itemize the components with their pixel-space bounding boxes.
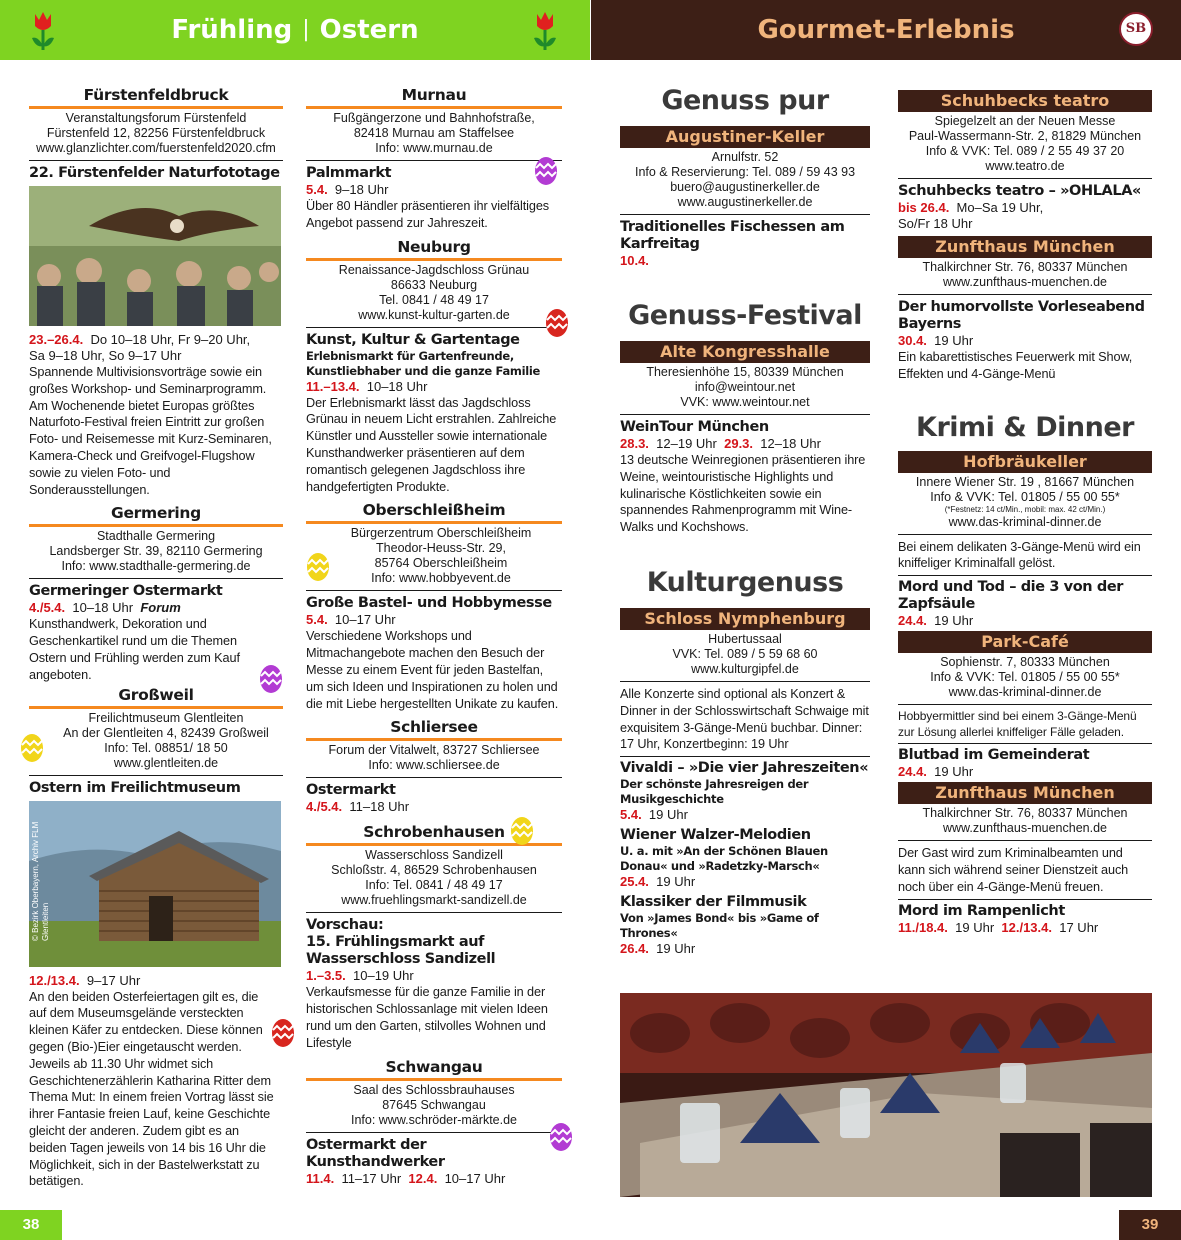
- event-description: Verkaufsmesse für die ganze Familie in der historischen Schlossanlage mit vielen Ideen rund um den Garten, stilvolles Wohnen und Lifestyle: [306, 985, 548, 1050]
- address-block: [306, 109, 562, 161]
- address-link[interactable]: Info: www.murnau.de: [375, 141, 493, 155]
- event-description: An den beiden Osterfeiertagen gilt es, die auf dem Museumsgelände versteckten kleinen Käfer zu entdecken. Diese können gegen (Bio-)Eier eingetauscht werden. Jeweils ab 11.30 Uhr widmet sich Geschichtenerzählerin Katharina Ritter dem Thema Mut: In einem freien Vortrag lässt sie ihrer Fantasie freien Lauf, keine Geschichte gleicht der anderen. Zudem gibt es an beiden Tagen jeweils von 14 bis 16 Uhr die Möglichkeit, sich in der Bastelwerkstatt zu betätigen.: [29, 989, 274, 1189]
- address-line: Wasserschloss Sandizell: [365, 848, 503, 863]
- event-title: Germeringer Ostermarkt: [29, 583, 223, 600]
- section-heading: Krimi & Dinner: [916, 411, 1134, 443]
- easter-egg-icon: [534, 154, 558, 186]
- time-label: So/Fr 18 Uhr: [898, 216, 973, 231]
- event-date: [306, 1171, 562, 1187]
- location-heading: Schwangau: [306, 1058, 562, 1081]
- address-line: Thalkirchner Str. 76, 80337 München: [922, 806, 1128, 821]
- event-date: [620, 807, 870, 823]
- date-label: 5.4.: [620, 807, 642, 823]
- date-label: 29.3.: [724, 436, 754, 451]
- address-block: [306, 261, 562, 328]
- date-label: 1.–3.5.: [306, 968, 346, 984]
- email-link[interactable]: buero@augustinerkeller.de: [670, 180, 820, 194]
- address-line: 85764 Oberschleißheim: [374, 556, 508, 571]
- address-line: Thalkirchner Str. 76, 80337 München: [922, 260, 1128, 274]
- address-link[interactable]: www.zunfthaus-muenchen.de: [943, 275, 1107, 289]
- venue-banner: Augustiner-Keller: [620, 126, 870, 148]
- tulip-icon: [530, 8, 560, 52]
- column-1: [29, 86, 283, 1190]
- address-line: Theresienhöhe 15, 80339 München: [646, 365, 844, 379]
- event-date: [306, 379, 562, 395]
- page-number-left: 38: [0, 1210, 62, 1240]
- event-date: [898, 613, 1152, 629]
- time-label: Sa 9–18 Uhr, So 9–17 Uhr: [29, 348, 182, 363]
- address-line: Hubertussaal: [708, 631, 782, 646]
- section-heading: Genuss pur: [661, 85, 829, 116]
- price-note: (*Festnetz: 14 ct/Min., mobil: max. 42 ct/Min.): [944, 504, 1106, 514]
- date-label: 12./13.4.: [1001, 919, 1052, 935]
- address-block: [898, 804, 1152, 841]
- address-line: Saal des Schlossbrauhauses: [353, 1082, 515, 1097]
- event-title: Traditionelles Fischessen am Karfreitag: [620, 219, 845, 252]
- time-label: Mo–Sa 19 Uhr,: [956, 200, 1044, 215]
- event-title: Vorschau:: [306, 917, 384, 934]
- venue-banner: Schuhbecks teatro: [898, 90, 1152, 112]
- event-date: [306, 799, 562, 815]
- easter-egg-icon: [306, 550, 330, 582]
- address-line: Info & VVK: Tel. 089 / 2 55 49 37 20: [925, 144, 1125, 158]
- event-date: [620, 941, 870, 957]
- address-line: Info & VVK: Tel. 01805 / 55 00 55*: [930, 670, 1120, 685]
- time-label: 12–19 Uhr: [656, 436, 717, 451]
- address-block: [306, 741, 562, 778]
- address-link[interactable]: www.glentleiten.de: [113, 755, 219, 770]
- time-label: 9–17 Uhr: [86, 972, 141, 988]
- column-3: [620, 84, 870, 957]
- time-label: 19 Uhr: [656, 941, 696, 957]
- event-description: Über 80 Händler präsentieren ihr vielfältiges Angebot passend zur Jahreszeit.: [306, 199, 550, 230]
- header-left: [0, 0, 590, 60]
- address-line: Spiegelzelt an der Neuen Messe: [934, 114, 1116, 128]
- location-heading: Fürstenfeldbruck: [29, 86, 283, 109]
- venue-banner: Park-Café: [898, 631, 1152, 653]
- date-label: 24.4.: [898, 613, 927, 629]
- time-label: 19 Uhr: [656, 874, 696, 890]
- event-title: WeinTour München: [620, 419, 769, 435]
- date-label: 4./5.4.: [29, 600, 66, 616]
- event-title: Kunst, Kultur & Gartentage: [306, 331, 520, 348]
- header-title-a: Frühling: [171, 15, 293, 45]
- address-line: Theodor-Heuss-Str. 29,: [376, 541, 506, 556]
- address-link[interactable]: Info: www.hobbyevent.de: [371, 571, 511, 586]
- event-description: Hobbyermittler sind bei einem 3-Gänge-Menü zur Lösung allerlei kniffeliger Fälle geladen.: [898, 709, 1152, 744]
- event-title: Vivaldi – »Die vier Jahreszeiten«: [620, 760, 869, 777]
- time-label: 10–19 Uhr: [353, 968, 414, 984]
- event-description: Ein kabarettistisches Feuerwerk mit Show, Effekten und 4-Gänge-Menü: [898, 350, 1133, 381]
- address-block: [620, 148, 870, 215]
- event-description: Bei einem delikaten 3-Gänge-Menü wird ein kniffeliger Kriminalfall gelöst.: [898, 539, 1152, 577]
- address-link[interactable]: www.zunfthaus-muenchen.de: [943, 821, 1107, 836]
- event-title: Große Bastel- und Hobbymesse: [306, 595, 552, 612]
- section-heading: Genuss-Festival: [628, 300, 862, 331]
- date-label: 11.–13.4.: [306, 378, 360, 394]
- header-title-right: Gourmet-Erlebnis: [757, 15, 1015, 45]
- event-date: [898, 333, 1152, 349]
- easter-egg-icon: [271, 1016, 295, 1048]
- time-label: 12–18 Uhr: [760, 436, 821, 451]
- address-link[interactable]: www.das-kriminal-dinner.de: [948, 514, 1102, 529]
- venue-banner: Zunfthaus München: [898, 782, 1152, 804]
- time-label: 10–18 Uhr: [366, 378, 428, 394]
- address-line: Freilichtmuseum Glentleiten: [88, 710, 244, 725]
- location-heading: Neuburg: [306, 238, 562, 261]
- date-label: 12./13.4.: [29, 972, 80, 988]
- event-description: Spannende Multivisionsvorträge sowie ein großes Workshop- und Seminarprogramm. Am Wochenende bietet Europas größtes Naturfoto-Festival freien Eintritt zur großen Foto- und Reisemesse mit Kurz-Seminaren, Kamera-Check und Greifvogel-Flugshow sowie zu vielen Foto- und Sonderausstellungen.: [29, 365, 272, 497]
- event-date: [306, 182, 562, 198]
- address-block: [898, 258, 1152, 295]
- event-title: Der humorvollste Vorleseabend Bayerns: [898, 299, 1145, 332]
- event-description: Alle Konzerte sind optional als Konzert & Dinner in der Schlosswirtschaft Schwaige mit exquisitem 3-Gänge-Menü buchbar. Dinner: 17 Uhr, Konzertbeginn: 19 Uhr: [620, 686, 870, 757]
- event-title: Mord im Rampenlicht: [898, 902, 1065, 919]
- page-number-right: 39: [1119, 1210, 1181, 1240]
- tulip-icon: [28, 8, 58, 52]
- address-line: 82418 Murnau am Staffelsee: [353, 126, 515, 140]
- address-line: Paul-Wassermann-Str. 2, 81829 München: [908, 129, 1142, 143]
- event-title: Palmmarkt: [306, 165, 392, 181]
- header-separator: |: [302, 17, 310, 42]
- event-subtitle: Der schönste Jahresreigen der Musikgeschichte: [620, 777, 809, 807]
- address-line: Info & Reservierung: Tel. 089 / 59 43 93: [634, 165, 856, 179]
- event-title: 22. Fürstenfelder Naturfototage: [29, 165, 280, 181]
- address-link[interactable]: www.glanzlichter.com/fuerstenfeld2020.cfm: [36, 141, 276, 155]
- time-label: 10–17 Uhr: [444, 1170, 506, 1186]
- address-line: Info: Tel. 0841 / 48 49 17: [365, 878, 503, 893]
- address-block: [29, 709, 283, 776]
- time-label: 11–17 Uhr: [341, 1170, 402, 1186]
- time-label: 19 Uhr: [934, 333, 974, 348]
- time-label: 19 Uhr: [934, 613, 974, 629]
- address-line: Info: Tel. 08851/ 18 50: [104, 740, 228, 755]
- venue-banner: Alte Kongresshalle: [620, 341, 870, 363]
- event-description: Der Erlebnismarkt lässt das Jagdschloss Grünau in neuem Licht erstrahlen. Zahlreiche Künstler und Aussteller sowie internationale Kunsthandwerker präsentieren auf dem romantisch gelegenen Jagdschloss ihre handgefertigten Produkte.: [306, 395, 557, 494]
- time-label: 19 Uhr: [648, 807, 688, 823]
- time-label: 19 Uhr: [955, 919, 995, 935]
- time-label: 17 Uhr: [1059, 919, 1099, 935]
- event-date: [306, 968, 562, 984]
- location-heading: Murnau: [306, 86, 562, 109]
- address-line: Schloßstr. 4, 86529 Schrobenhausen: [331, 863, 537, 878]
- event-title: Ostern im Freilichtmuseum: [29, 779, 241, 796]
- date-label: 12.4.: [408, 1170, 438, 1186]
- section-heading: Kulturgenuss: [646, 566, 844, 598]
- address-link[interactable]: www.kulturgipfel.de: [691, 661, 799, 676]
- location-heading: Schrobenhausen: [306, 823, 562, 846]
- event-description: Verschiedene Workshops und Mitmachangebote machen den Besuch der Messe zu einem Event für jeden Bastelfan, um sich Ideen und Inspirationen zu holen und die mit Liebe hergestellten Unikate zu kaufen.: [306, 629, 559, 711]
- location-heading: Großweil: [29, 686, 283, 709]
- date-label: 28.3.: [620, 436, 649, 451]
- address-line: Innere Wiener Str. 19 , 81667 München: [915, 474, 1135, 489]
- column-2: [306, 86, 562, 1187]
- event-subtitle: U. a. mit »An der Schönen Blauen Donau« und »Radetzky-Marsch«: [620, 844, 828, 874]
- venue-note: Forum: [140, 600, 181, 616]
- event-title: Ostermarkt: [306, 782, 396, 799]
- date-label: 26.4.: [620, 941, 649, 957]
- address-line: Sophienstr. 7, 80333 München: [940, 655, 1110, 670]
- event-title: Schuhbecks teatro – »OHLALA«: [898, 183, 1141, 199]
- venue-banner: Schloss Nymphenburg: [620, 608, 870, 630]
- date-label: 23.–26.4.: [29, 332, 84, 347]
- date-label: 5.4.: [306, 612, 328, 628]
- easter-egg-icon: [510, 814, 534, 846]
- time-label: 19 Uhr: [934, 764, 974, 780]
- logo-text: SB: [1125, 21, 1147, 36]
- date-label: 5.4.: [306, 182, 328, 197]
- address-line: 87645 Schwangau: [382, 1097, 486, 1112]
- address-line: 86633 Neuburg: [390, 277, 478, 292]
- address-line: An der Glentleiten 4, 82439 Großweil: [63, 725, 269, 740]
- time-label: 10–17 Uhr: [334, 612, 396, 628]
- date-label: bis 26.4.: [898, 200, 950, 215]
- time-label: 10–18 Uhr: [72, 600, 134, 616]
- address-link[interactable]: Info: www.stadthalle-germering.de: [61, 559, 251, 574]
- date-label: 10.4.: [620, 253, 649, 268]
- farmhouse-photo: [29, 801, 281, 967]
- venue-banner: Zunfthaus München: [898, 236, 1152, 258]
- address-line: Renaissance-Jagdschloss Grünau: [338, 262, 530, 277]
- address-block: [306, 1081, 562, 1133]
- date-label: 30.4.: [898, 333, 927, 348]
- address-link[interactable]: www.fruehlingsmarkt-sandizell.de: [341, 893, 527, 908]
- venue-banner: Hofbräukeller: [898, 451, 1152, 473]
- location-heading: Schliersee: [306, 718, 562, 741]
- date-label: 24.4.: [898, 764, 927, 780]
- address-block: [306, 846, 562, 913]
- event-description: 13 deutsche Weinregionen präsentieren ihre Weine, weintouristische Highlights und kulinarische Köstlichkeiten sowie ein spannendes Rahmenprogramm mit Wine-Walks und Kochshows.: [620, 453, 866, 535]
- address-block: [29, 109, 283, 161]
- schuhbeck-logo: [1119, 12, 1153, 46]
- address-link[interactable]: www.teatro.de: [985, 159, 1065, 173]
- event-description: Kunsthandwerk, Dekoration und Geschenkartikel rund um die Themen Ostern und Frühling werden zum Kauf angeboten.: [29, 617, 240, 682]
- column-4: [898, 90, 1152, 936]
- event-title: Wiener Walzer-Melodien: [620, 827, 811, 844]
- address-link[interactable]: Info: www.schliersee.de: [368, 758, 500, 773]
- address-link[interactable]: www.augustinerkeller.de: [677, 195, 813, 209]
- event-title: Mord und Tod – die 3 von der Zapfsäule: [898, 579, 1124, 613]
- event-date: [29, 332, 283, 348]
- date-label: 25.4.: [620, 874, 649, 890]
- address-line: Fürstenfeld 12, 82256 Fürstenfeldbruck: [46, 126, 266, 140]
- address-block: [306, 524, 562, 591]
- address-line: Forum der Vitalwelt, 83727 Schliersee: [328, 743, 540, 758]
- address-line: Landsberger Str. 39, 82110 Germering: [49, 544, 263, 559]
- eagle-photo: [29, 186, 281, 326]
- address-line: Tel. 0841 / 48 49 17: [379, 292, 489, 307]
- date-label: 11./18.4.: [898, 919, 948, 935]
- time-label: Do 10–18 Uhr, Fr 9–20 Uhr,: [90, 332, 251, 347]
- event-description: Der Gast wird zum Kriminalbeamten und kann sich während seiner Dienstzeit auch noch über ein 4-Gänge-Menü freuen.: [898, 845, 1152, 899]
- easter-egg-icon: [20, 731, 44, 763]
- event-date: [620, 874, 870, 890]
- event-date: [306, 612, 562, 628]
- address-block: [620, 630, 870, 682]
- event-subtitle: Erlebnismarkt für Gartenfreunde, Kunstliebhaber und die ganze Familie: [306, 348, 541, 378]
- event-date: [29, 600, 283, 616]
- header-title-b: Ostern: [319, 15, 419, 45]
- address-line: Fußgängerzone und Bahnhofstraße,: [333, 111, 535, 125]
- email-link[interactable]: info@weintour.net: [694, 380, 796, 394]
- easter-egg-icon: [259, 662, 283, 694]
- address-block: [898, 112, 1152, 179]
- photo-credit: © Bezirk Oberbayern, Archiv FLM Glentleiten: [31, 821, 50, 941]
- address-block: [898, 653, 1152, 705]
- address-line: Bürgerzentrum Oberschleißheim: [350, 526, 532, 541]
- address-link[interactable]: VVK: www.weintour.net: [680, 395, 810, 409]
- address-line: Arnulfstr. 52: [711, 150, 779, 164]
- address-link[interactable]: www.kunst-kultur-garten.de: [358, 307, 510, 322]
- address-line: Stadthalle Germering: [96, 529, 216, 544]
- event-date: [620, 436, 870, 452]
- address-line: Info & VVK: Tel. 01805 / 55 00 55*: [930, 489, 1120, 504]
- address-line: Veranstaltungsforum Fürstenfeld: [65, 111, 247, 125]
- address-link[interactable]: Info: www.schröder-märkte.de: [350, 1112, 518, 1127]
- event-date: [898, 920, 1152, 936]
- event-title: Blutbad im Gemeinderat: [898, 747, 1090, 764]
- easter-egg-icon: [545, 306, 569, 338]
- header-right: [591, 0, 1181, 60]
- easter-egg-icon: [549, 1120, 573, 1152]
- address-line: VVK: Tel. 089 / 5 59 68 60: [672, 646, 818, 661]
- restaurant-photo: [620, 993, 1152, 1197]
- location-heading: Germering: [29, 504, 283, 527]
- event-title: Ostermarkt der Kunsthandwerker: [306, 1136, 445, 1170]
- address-block: [898, 473, 1152, 535]
- date-label: 4./5.4.: [306, 799, 343, 815]
- event-date: [898, 764, 1152, 780]
- location-heading: Oberschleißheim: [306, 501, 562, 524]
- date-label: 11.4.: [306, 1170, 335, 1186]
- address-block: [620, 363, 870, 415]
- address-link[interactable]: www.das-kriminal-dinner.de: [948, 685, 1102, 700]
- time-label: 9–18 Uhr: [334, 182, 389, 197]
- event-title: Klassiker der Filmmusik: [620, 894, 807, 911]
- event-date: [898, 200, 1152, 216]
- address-block: [29, 527, 283, 579]
- event-title: 15. Frühlingsmarkt auf Wasserschloss Sandizell: [306, 934, 496, 968]
- event-subtitle: Von »James Bond« bis »Game of Thrones«: [620, 911, 819, 941]
- event-date: [29, 973, 283, 989]
- time-label: 11–18 Uhr: [349, 799, 410, 815]
